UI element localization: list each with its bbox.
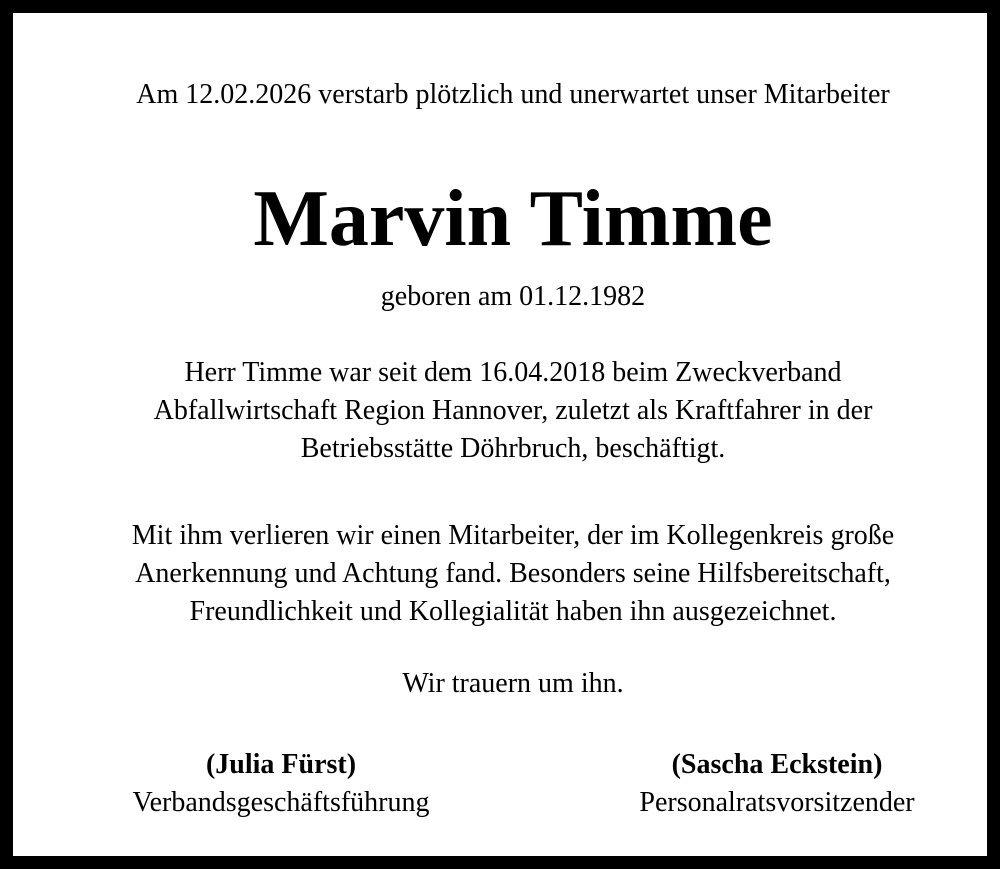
paragraph-line: Betriebsstätte Döhrbruch, beschäftigt. (300, 433, 726, 464)
birth-date-line: geboren am 01.12.1982 (380, 281, 646, 312)
employment-paragraph (13, 354, 1000, 468)
intro-line: Am 12.02.2026 verstarb plötzlich und unerwartet unser Mitarbeiter (136, 79, 890, 110)
paragraph-line: Anerkennung und Achtung fand. Besonders seine Hilfsbereitschaft, (135, 558, 891, 589)
paragraph-line: Freundlichkeit und Kollegialität haben ihn ausgezeichnet. (189, 596, 837, 627)
signatory-name: (Julia Fürst) (205, 749, 357, 780)
signatory-role: Personalratsvorsitzender (639, 787, 915, 818)
paragraph-line: Abfallwirtschaft Region Hannover, zuletzt als Kraftfahrer in der (153, 395, 873, 426)
mourning-line: Wir trauern um ihn. (402, 668, 624, 699)
signature-left (91, 747, 471, 821)
signature-right (585, 747, 969, 821)
signatory-role: Verbandsgeschäftsführung (132, 787, 430, 818)
signatory-name: (Sascha Eckstein) (671, 749, 883, 780)
paragraph-line: Herr Timme war seit dem 16.04.2018 beim Zweckverband (184, 357, 842, 388)
tribute-paragraph (13, 517, 1000, 631)
paragraph-line: Mit ihm verlieren wir einen Mitarbeiter, der im Kollegenkreis große (131, 520, 895, 551)
deceased-name: Marvin Timme (253, 175, 773, 263)
